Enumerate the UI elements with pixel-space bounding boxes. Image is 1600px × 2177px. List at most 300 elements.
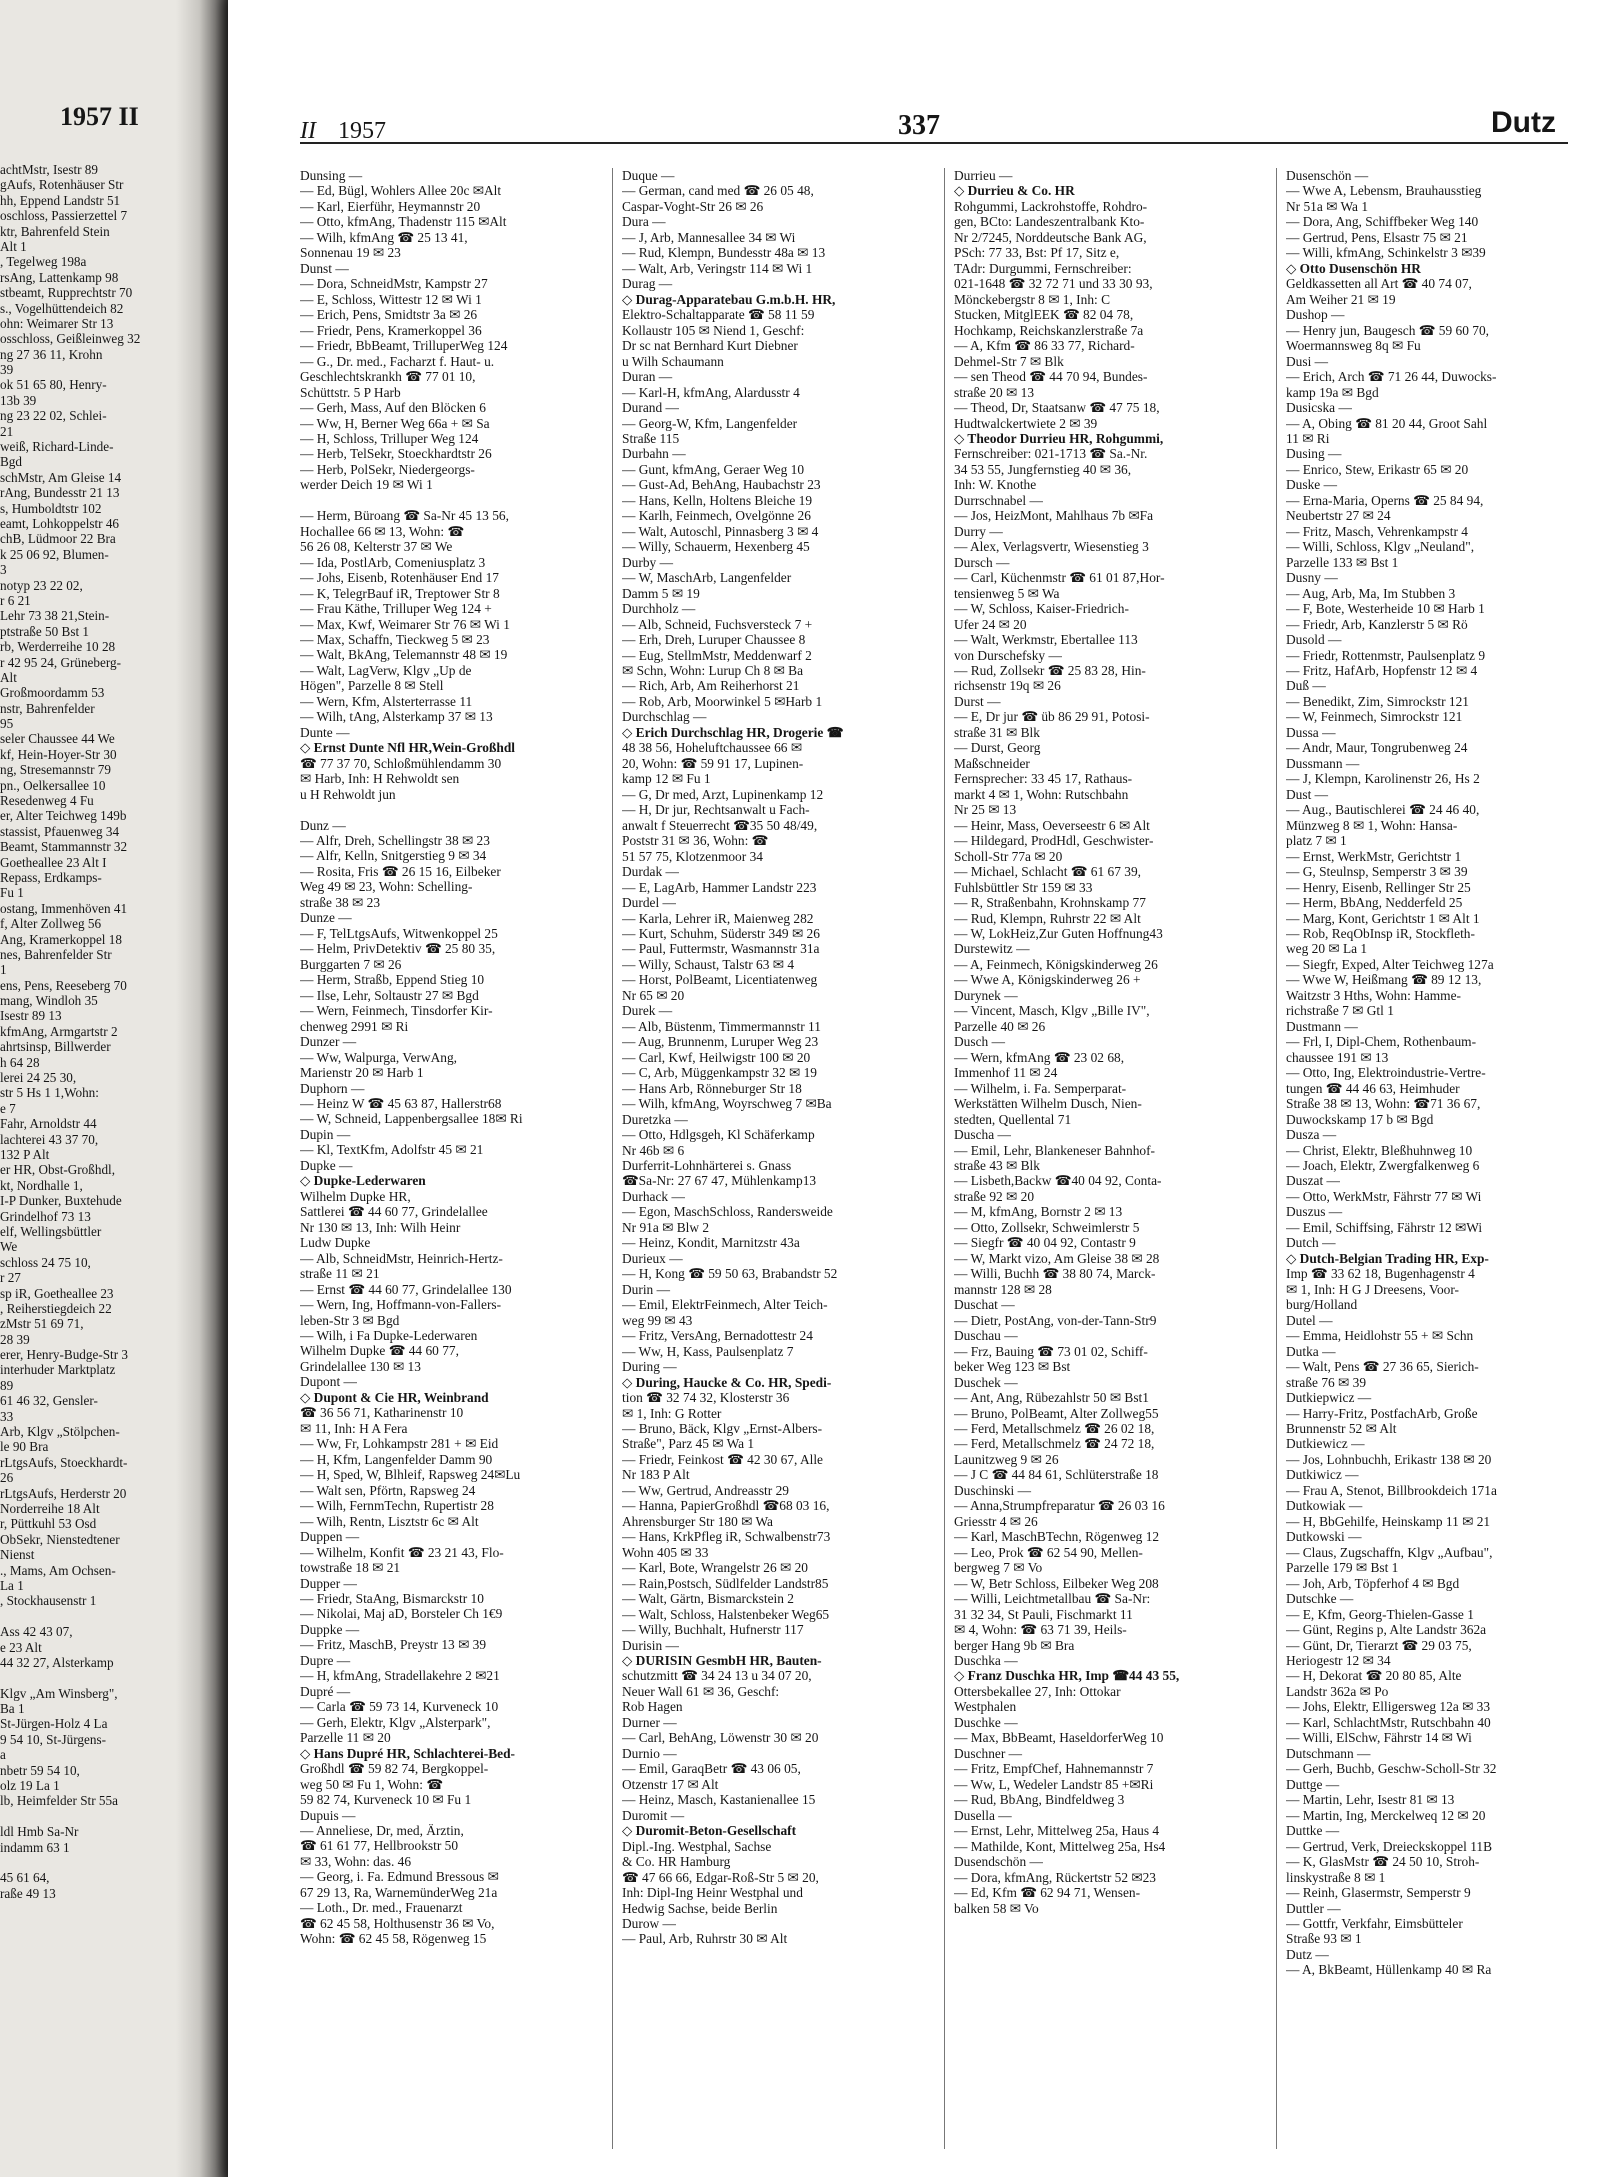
directory-entry-line: — Gerh, Elektr, Klgv „Alsterpark", xyxy=(300,1714,491,1730)
directory-entry-line: k 25 06 92, Blumen- xyxy=(0,546,109,562)
directory-entry-line: — Ww, Fr, Lohkampstr 281 + ✉ Eid xyxy=(300,1436,499,1452)
directory-entry-line: — Karl-H, kfmAng, Alardusstr 4 xyxy=(622,384,800,400)
directory-entry-line: stassist, Pfauenweg 34 xyxy=(0,823,120,839)
directory-entry-line: — K, TelegrBauf iR, Treptower Str 8 xyxy=(300,585,500,601)
directory-entry-line: & Co. HR Hamburg xyxy=(622,1854,731,1870)
directory-entry-line: — Carl, Küchenmstr ☎ 61 01 87,Hor- xyxy=(954,570,1165,586)
directory-entry-line: Dupke — xyxy=(300,1157,353,1173)
directory-entry-line: ◇ Duromit-Beton-Gesellschaft xyxy=(622,1823,797,1839)
directory-entry-line: Duschke — xyxy=(954,1714,1018,1730)
directory-entry-line: — Gertrud, Pens, Elsastr 75 ✉ 21 xyxy=(1286,229,1468,245)
directory-entry-line: Duque — xyxy=(622,168,675,183)
directory-entry-line: weg 99 ✉ 43 xyxy=(622,1312,693,1328)
directory-entry-line: Stucken, MitglEEK ☎ 82 04 78, xyxy=(954,307,1134,323)
directory-entry-line: Dusi — xyxy=(1286,353,1329,369)
directory-column-2 xyxy=(622,168,945,2149)
directory-entry-line: Dutkiwicz — xyxy=(1286,1467,1359,1483)
directory-entry-line: ◇ Dupont & Cie HR, Weinbrand xyxy=(300,1389,489,1405)
directory-entry-line: Fernsprecher: 33 45 17, Rathaus- xyxy=(954,771,1133,787)
directory-entry-line: — Rud, Klempn, Ruhrstr 22 ✉ Alt xyxy=(954,910,1141,926)
directory-entry-line: Duschau — xyxy=(954,1328,1018,1344)
directory-entry-line: — Friedr, Arb, Kanzlerstr 5 ✉ Rö xyxy=(1286,616,1468,632)
directory-entry-line: — Aug, Brunnenm, Luruper Weg 23 xyxy=(622,1034,819,1050)
directory-entry-line: ok 51 65 80, Henry- xyxy=(0,377,107,393)
directory-entry-line: Dupré — xyxy=(300,1683,351,1699)
directory-column-3 xyxy=(954,168,1277,2149)
directory-entry-line: — Frau A, Stenot, Billbrookdeich 171a xyxy=(1286,1482,1497,1498)
directory-entry-line: ☎ 61 61 77, Hellbrookstr 50 xyxy=(300,1838,459,1854)
directory-page xyxy=(228,0,1600,2177)
directory-entry-line: Dupin — xyxy=(300,1126,351,1142)
directory-entry-line: Ahrensburger Str 180 ✉ Wa xyxy=(622,1513,773,1529)
directory-entry-line: markt 4 ✉ 1, Wohn: Rutschbahn xyxy=(954,786,1129,802)
directory-entry-line: — Paul, Arb, Ruhrstr 30 ✉ Alt xyxy=(622,1931,788,1947)
directory-entry-line: — Joh, Arb, Töpferhof 4 ✉ Bgd xyxy=(1286,1575,1460,1591)
directory-entry-line: — Ferd, Metallschmelz ☎ 24 72 18, xyxy=(954,1436,1155,1452)
directory-entry-line: lerei 24 25 30, xyxy=(0,1070,77,1086)
directory-entry-line: Duwockskamp 17 b ✉ Bgd xyxy=(1286,1111,1434,1127)
directory-entry-line: Dutkowiak — xyxy=(1286,1498,1363,1514)
directory-entry-line: — Enrico, Stew, Erikastr 65 ✉ 20 xyxy=(1286,461,1469,477)
directory-entry-line: — Willi, kfmAng, Schinkelstr 3 ✉39 xyxy=(1286,245,1486,261)
directory-entry-line: Dussmann — xyxy=(1286,755,1360,771)
directory-entry-line: — H, Sped, W, Blhleif, Rapsweg 24✉Lu xyxy=(300,1467,521,1483)
directory-entry-line: Duppke — xyxy=(300,1621,360,1637)
directory-entry-line: — G, Dr med, Arzt, Lupinenkamp 12 xyxy=(622,786,824,802)
directory-entry-line: ☎ 36 56 71, Katharinenstr 10 xyxy=(300,1405,464,1421)
directory-entry-line: Inh: Dipl-Ing Heinr Westphal und xyxy=(622,1885,803,1901)
directory-entry-line: Dipl.-Ing. Westphal, Sachse xyxy=(622,1838,772,1854)
directory-entry-line: I-P Dunker, Buxtehude xyxy=(0,1193,122,1209)
directory-entry-line: Fernschreiber: 021-1713 ☎ Sa.-Nr. xyxy=(954,446,1148,462)
directory-entry-line: — Rud, Zollsekr ☎ 25 83 28, Hin- xyxy=(954,663,1146,678)
directory-entry-line: — Georg, i. Fa. Edmund Bressous ✉ xyxy=(300,1869,499,1885)
directory-entry-line: ◇ Erich Durchschlag HR, Drogerie ☎ xyxy=(622,724,844,740)
directory-entry-line: — Otto, Zollsekr, Schweimlerstr 5 xyxy=(954,1219,1140,1235)
directory-entry-line: er HR, Obst-Großhdl, xyxy=(0,1162,116,1178)
directory-entry-line: — Walt, Gärtn, Bismarckstein 2 xyxy=(622,1591,794,1607)
directory-entry-line: mang, Windloh 35 xyxy=(0,993,98,1009)
directory-entry-line: Straße 115 xyxy=(622,430,680,446)
directory-entry-line: 26 xyxy=(0,1470,14,1486)
directory-entry-line: lb, Heimfelder Str 55a xyxy=(0,1793,118,1809)
directory-entry-line: Parzelle 11 ✉ 20 xyxy=(300,1730,391,1746)
directory-entry-line: Dussa — xyxy=(1286,724,1336,740)
directory-entry-line: Duschek — xyxy=(954,1374,1018,1390)
directory-entry-line: u H Rehwoldt jun xyxy=(300,786,396,802)
directory-entry-line: Brunnenstr 52 ✉ Alt xyxy=(1286,1420,1397,1436)
directory-entry-line: ◇ Theodor Durrieu HR, Rohgummi, xyxy=(954,430,1164,446)
directory-entry-line: — Johs, Eisenb, Rotenhäuser End 17 xyxy=(300,570,499,586)
directory-entry-line: ObSekr, Nienstedtener xyxy=(0,1531,120,1547)
directory-entry-line: Alt 1 xyxy=(0,238,27,254)
directory-entry-line: Dutel — xyxy=(1286,1312,1333,1328)
directory-entry-line: Dusing — xyxy=(1286,446,1342,462)
directory-entry-line: — Bruno, PolBeamt, Alter Zollweg55 xyxy=(954,1405,1159,1421)
directory-entry-line: Alt xyxy=(0,669,17,685)
directory-entry-line: Woermannsweg 8q ✉ Fu xyxy=(1286,338,1421,354)
directory-entry-line: — Wern, kfmAng ☎ 23 02 68, xyxy=(954,1049,1125,1065)
directory-entry-line: Dura — xyxy=(622,214,666,230)
directory-entry-line: Straße 38 ✉ 13, Wohn: ☎71 36 67, xyxy=(1286,1096,1481,1112)
directory-entry-line: — Max, Kwf, Weimarer Str 76 ✉ Wi 1 xyxy=(300,616,510,632)
directory-entry-line: — G., Dr. med., Facharzt f. Haut- u. xyxy=(300,353,495,369)
directory-entry-line: Hudtwalckertwiete 2 ✉ 39 xyxy=(954,415,1098,431)
directory-entry-line: Neubertstr 27 ✉ 24 xyxy=(1286,508,1391,524)
directory-entry-line: Durhack — xyxy=(622,1188,685,1204)
directory-entry-line: straße 76 ✉ 39 xyxy=(1286,1374,1367,1390)
directory-entry-line: Duschka — xyxy=(954,1653,1018,1668)
directory-entry-line: — Wwe W, Heißmang ☎ 89 12 13, xyxy=(1286,972,1482,988)
directory-entry-line: Goetheallee 23 Alt I xyxy=(0,854,107,870)
directory-entry-line: beker Weg 123 ✉ Bst xyxy=(954,1359,1071,1375)
directory-entry-line: — Rosita, Fris ☎ 26 15 16, Eilbeker xyxy=(300,863,501,879)
directory-entry-line: Dunz — xyxy=(300,817,346,833)
directory-entry-line: ◇ Durrieu & Co. HR xyxy=(954,183,1075,199)
directory-entry-line: Straße 93 ✉ 1 xyxy=(1286,1931,1362,1947)
directory-entry-line: 9 54 10, St-Jürgens- xyxy=(0,1731,106,1747)
directory-entry-line: — Leo, Prok ☎ 62 54 90, Mellen- xyxy=(954,1544,1143,1560)
directory-entry-line: nbetr 59 54 10, xyxy=(0,1762,80,1778)
directory-entry-line: ☎Sa-Nr: 27 67 47, Mühlenkamp13 xyxy=(622,1173,817,1189)
directory-entry-line: Durby — xyxy=(622,554,673,570)
directory-entry-line: — E, Kfm, Georg-Thielen-Gasse 1 xyxy=(1286,1606,1474,1622)
directory-entry-line: — Theod, Dr, Staatsanw ☎ 47 75 18, xyxy=(954,400,1160,416)
directory-entry-line: rb, Werderreihe 10 28 xyxy=(0,639,116,655)
directory-entry-line: Weg 49 ✉ 23, Wohn: Schelling- xyxy=(300,879,473,895)
directory-entry-line: — H, kfmAng, Stradellakehre 2 ✉21 xyxy=(300,1668,500,1684)
directory-entry-line: — Willi, Leichtmetallbau ☎ Sa-Nr: xyxy=(954,1591,1151,1607)
directory-entry-line: We xyxy=(0,1239,18,1255)
directory-entry-line xyxy=(0,1670,178,1685)
directory-entry-line: mannstr 128 ✉ 28 xyxy=(954,1281,1052,1297)
directory-entry-line: — Bruno, Bäck, Klgv „Ernst-Albers- xyxy=(622,1420,823,1436)
directory-entry-line: — Nikolai, Maj aD, Borsteler Ch 1€9 xyxy=(300,1606,503,1622)
directory-entry-line: weiß, Richard-Linde- xyxy=(0,439,114,455)
directory-entry-line: oschloss, Passierzettel 7 xyxy=(0,208,128,224)
directory-entry-line: Durand — xyxy=(622,400,679,416)
directory-entry-line: Dusza — xyxy=(1286,1127,1337,1143)
directory-entry-line: — Willy, Schauerm, Hexenberg 45 xyxy=(622,539,810,555)
directory-entry-line: — Erh, Dreh, Luruper Chaussee 8 xyxy=(622,632,806,648)
directory-entry-line: — Joach, Elektr, Zwergfalkenweg 6 xyxy=(1286,1158,1480,1173)
directory-entry-line: — Wilh, tAng, Alsterkamp 37 ✉ 13 xyxy=(300,709,493,725)
directory-entry-line: Bgd xyxy=(0,454,22,470)
directory-column-1 xyxy=(300,168,613,2149)
directory-entry-line: 34 53 55, Jungfernstieg 40 ✉ 36, xyxy=(954,461,1132,477)
directory-entry-line: — Friedr, StaAng, Bismarckstr 10 xyxy=(300,1590,484,1606)
directory-entry-line: — J, Klempn, Karolinenstr 26, Hs 2 xyxy=(1286,771,1480,787)
directory-entry-line: Wilhelm Dupke ☎ 44 60 77, xyxy=(300,1343,459,1359)
directory-entry-line: — German, cand med ☎ 26 05 48, xyxy=(622,183,814,199)
directory-entry-line: — Heinz, Masch, Kastanienallee 15 xyxy=(622,1792,816,1808)
directory-entry-line: — Dora, Ang, Schiffbeker Weg 140 xyxy=(1286,214,1479,230)
directory-entry-line: Nr 183 P Alt xyxy=(622,1467,690,1483)
directory-entry-line: — A, Obing ☎ 81 20 44, Groot Sahl xyxy=(1286,415,1488,431)
directory-entry-line: 31 32 34, St Pauli, Fischmarkt 11 xyxy=(954,1606,1133,1622)
directory-entry-line: — Herb, PolSekr, Niedergeorgs- xyxy=(300,461,475,477)
directory-entry-line: werder Deich 19 ✉ Wi 1 xyxy=(300,477,433,493)
directory-entry-line: — Martin, Lehr, Isestr 81 ✉ 13 xyxy=(1286,1792,1455,1808)
directory-entry-line: — Fritz, MaschB, Preystr 13 ✉ 39 xyxy=(300,1637,487,1653)
directory-entry-line: — Alb, Büstenm, Timmermannstr 11 xyxy=(622,1018,821,1034)
directory-entry-line: — Hildegard, ProdHdl, Geschwister- xyxy=(954,833,1154,849)
directory-entry-line: Poststr 31 ✉ 36, Wohn: ☎ xyxy=(622,833,769,849)
directory-entry-line: zMstr 51 69 71, xyxy=(0,1316,84,1332)
directory-entry-line: Dutch — xyxy=(1286,1235,1336,1251)
directory-entry-line: 20, Wohn: ☎ 59 91 17, Lupinen- xyxy=(622,755,804,771)
directory-entry-line: — Alex, Verlagsvertr, Wiesenstieg 3 xyxy=(954,539,1149,555)
directory-entry-line: platz 7 ✉ 1 xyxy=(1286,833,1347,849)
directory-entry-line: — Heinr, Mass, Oeverseestr 6 ✉ Alt xyxy=(954,817,1150,833)
directory-entry-line: 021-1648 ☎ 32 72 71 und 33 30 93, xyxy=(954,276,1153,292)
directory-entry-line: Dunsing — xyxy=(300,168,363,183)
directory-entry-line: — Erich, Arch ☎ 71 26 44, Duwocks- xyxy=(1286,369,1497,385)
directory-entry-line: berger Hang 9b ✉ Bra xyxy=(954,1637,1075,1653)
directory-entry-line xyxy=(0,1809,178,1824)
directory-entry-line: Wilhelm Dupke HR, xyxy=(300,1188,411,1204)
directory-entry-line: — Fritz, EmpfChef, Hahnemannstr 7 xyxy=(954,1761,1154,1777)
directory-entry-line: — H, Schloss, Trilluper Weg 124 xyxy=(300,430,479,446)
directory-entry-line: gen, BCto: Landeszentralbank Kto- xyxy=(954,214,1145,230)
directory-entry-line: ◇ Franz Duschka HR, Imp ☎44 43 55, xyxy=(954,1668,1180,1684)
directory-entry-line: tungen ☎ 44 46 63, Heimhuder xyxy=(1286,1080,1460,1096)
directory-entry-line: ahrtsinsp, Billwerder xyxy=(0,1039,111,1055)
directory-entry-line: Ufer 24 ✉ 20 xyxy=(954,616,1027,632)
directory-entry-line: — Karl, SchlachtMstr, Rutschbahn 40 xyxy=(1286,1714,1491,1730)
directory-entry-line: — H, Dekorat ☎ 20 80 85, Alte xyxy=(1286,1668,1462,1684)
directory-entry-line: — Hanna, PapierGroßhdl ☎68 03 16, xyxy=(622,1498,830,1514)
directory-entry-line: — Egon, MaschSchloss, Randersweide xyxy=(622,1204,833,1220)
directory-entry-line: — Rich, Arb, Am Reiherhorst 21 xyxy=(622,678,800,694)
directory-entry-line: — Ferd, Metallschmelz ☎ 26 02 18, xyxy=(954,1420,1155,1436)
directory-entry-line xyxy=(300,493,612,508)
directory-entry-line: Durag — xyxy=(622,276,673,292)
directory-entry-line: tensienweg 5 ✉ Wa xyxy=(954,585,1060,601)
directory-entry-line: — Marg, Kont, Gerichtstr 1 ✉ Alt 1 xyxy=(1286,910,1480,926)
directory-entry-line: — Hans, Kelln, Holtens Bleiche 19 xyxy=(622,492,813,508)
directory-entry-line: — Gust-Ad, BehAng, Haubachstr 23 xyxy=(622,477,821,493)
directory-entry-line: TAdr: Durgummi, Fernschreiber: xyxy=(954,260,1132,276)
directory-entry-line: — Willy, Schaust, Talstr 63 ✉ 4 xyxy=(622,956,795,972)
directory-entry-line: Imp ☎ 33 62 18, Bugenhagenstr 4 xyxy=(1286,1266,1475,1282)
directory-entry-line: pn., Oelkersallee 10 xyxy=(0,777,106,793)
directory-entry-line: straße 43 ✉ Blk xyxy=(954,1158,1040,1173)
directory-entry-line: — Benedikt, Zim, Simrockstr 121 xyxy=(1286,693,1469,709)
directory-entry-line: Ang, Kramerkoppel 18 xyxy=(0,931,122,947)
directory-entry-line: sp iR, Goetheallee 23 xyxy=(0,1285,114,1301)
directory-entry-line: — Ant, Ang, Rübezahlstr 50 ✉ Bst1 xyxy=(954,1390,1149,1406)
directory-entry-line: — Mathilde, Kont, Mittelweg 25a, Hs4 xyxy=(954,1838,1166,1854)
directory-entry-line: Maßschneider xyxy=(954,755,1030,771)
directory-entry-line: Landstr 362a ✉ Po xyxy=(1286,1683,1389,1699)
directory-entry-line: Marienstr 20 ✉ Harb 1 xyxy=(300,1065,424,1081)
directory-entry-line: — Rain,Postsch, Südlfelder Landstr85 xyxy=(622,1575,829,1591)
directory-entry-line: — Willi, Schloss, Klgv „Neuland", xyxy=(1286,539,1475,555)
directory-entry-line: ktr, Bahrenfeld Stein xyxy=(0,223,110,239)
directory-entry-line: — sen Theod ☎ 44 70 94, Bundes- xyxy=(954,369,1148,385)
directory-entry-line: Dushop — xyxy=(1286,307,1345,323)
directory-entry-line: — Anneliese, Dr, med, Ärztin, xyxy=(300,1823,464,1838)
directory-entry-line: chB, Lüdmoor 22 Bra xyxy=(0,531,116,547)
directory-entry-line: towstraße 18 ✉ 21 xyxy=(300,1560,401,1576)
directory-entry-line: Dr sc nat Bernhard Kurt Diebner xyxy=(622,338,798,354)
directory-entry-line: Dutz — xyxy=(1286,1946,1329,1962)
directory-entry-line: 67 29 13, Ra, WarnemünderWeg 21a xyxy=(300,1884,498,1900)
directory-entry-line: — Karl, Eierführ, Heymannstr 20 xyxy=(300,198,481,214)
directory-entry-line: 21 xyxy=(0,423,14,439)
directory-entry-line: Fu 1 xyxy=(0,885,24,901)
directory-entry-line: Heriogestr 12 ✉ 34 xyxy=(1286,1653,1391,1668)
directory-entry-line: s., Vogelhüttendeich 82 xyxy=(0,300,124,316)
directory-entry-line: r 27 xyxy=(0,1270,21,1286)
directory-entry-line xyxy=(0,1855,178,1870)
directory-entry-line: 44 32 27, Alsterkamp xyxy=(0,1654,114,1670)
directory-entry-line: — H, BbGehilfe, Heinskamp 11 ✉ 21 xyxy=(1286,1513,1491,1529)
directory-entry-line: Dunst — xyxy=(300,260,349,276)
directory-entry-line: — Walt, Pens ☎ 27 36 65, Sierich- xyxy=(1286,1359,1479,1375)
directory-entry-line: 56 26 08, Kelterstr 37 ✉ We xyxy=(300,539,453,555)
directory-entry-line: — Henry jun, Baugesch ☎ 59 60 70, xyxy=(1286,322,1490,338)
directory-entry-line: Durrschnabel — xyxy=(954,492,1043,508)
directory-entry-line: le 90 Bra xyxy=(0,1439,49,1455)
directory-entry-line: — Wilh, FernmTechn, Rupertistr 28 xyxy=(300,1498,494,1514)
directory-entry-line: Duske — xyxy=(1286,477,1337,493)
directory-entry-line: er, Alter Teichweg 149b xyxy=(0,808,127,824)
directory-entry-line: 13b 39 xyxy=(0,392,37,408)
directory-entry-line: — Martin, Ing, Merckelweq 12 ✉ 20 xyxy=(1286,1807,1486,1823)
directory-entry-line: — Fritz, VersAng, Bernadottestr 24 xyxy=(622,1328,813,1344)
directory-entry-line: — Wilh, kfmAng, Woyrschweg 7 ✉Ba xyxy=(622,1096,832,1112)
directory-entry-line: Dutkowski — xyxy=(1286,1529,1362,1545)
directory-entry-line: Dunte — xyxy=(300,724,350,740)
directory-entry-line: — Willy, Buchhalt, Hufnerstr 117 xyxy=(622,1622,804,1638)
directory-entry-line: osschloss, Geißleinweg 32 xyxy=(0,331,141,347)
previous-page-column xyxy=(0,162,178,2149)
directory-entry-line: ✉ 1, Inh: H G J Dreesens, Voor- xyxy=(1286,1281,1459,1297)
directory-entry-line: — Jos, HeizMont, Mahlhaus 7b ✉Fa xyxy=(954,508,1154,524)
directory-entry-line: — Günt, Regins p, Alte Landstr 362a xyxy=(1286,1622,1487,1638)
directory-entry-line: — Karla, Lehrer iR, Maienweg 282 xyxy=(622,910,814,926)
directory-entry-line: ◇ Dupke-Lederwaren xyxy=(300,1173,426,1189)
running-headword: Dutz xyxy=(1491,106,1556,139)
directory-entry-line: — Carl, Kwf, Heilwigstr 100 ✉ 20 xyxy=(622,1049,811,1065)
directory-entry-line: straße 92 ✉ 20 xyxy=(954,1188,1035,1204)
directory-entry-line: Otzenstr 17 ✉ Alt xyxy=(622,1776,719,1792)
book-gutter xyxy=(176,0,228,2177)
directory-entry-line: notyp 23 22 02, xyxy=(0,577,83,593)
directory-entry-line: tion ☎ 32 74 32, Klosterstr 36 xyxy=(622,1390,790,1406)
directory-entry-line: — Ernst ☎ 44 60 77, Grindelallee 130 xyxy=(300,1281,512,1297)
directory-entry-line: 28 39 xyxy=(0,1331,30,1347)
directory-entry-line: ☎ 62 45 58, Holthusenstr 36 ✉ Vo, xyxy=(300,1915,495,1931)
directory-entry-line: — Karl, Bote, Wrangelstr 26 ✉ 20 xyxy=(622,1560,808,1576)
directory-entry-line: Fahr, Arnoldstr 44 xyxy=(0,1116,97,1132)
directory-entry-line: — Walt, Schloss, Halstenbeker Weg65 xyxy=(622,1606,830,1622)
directory-entry-line: — Wilh, i Fa Dupke-Lederwaren xyxy=(300,1328,478,1343)
directory-entry-line: — Walt, LagVerw, Klgv „Up de xyxy=(300,662,472,678)
directory-entry-line: — Dora, SchneidMstr, Kampstr 27 xyxy=(300,276,488,292)
directory-entry-line: Duttge — xyxy=(1286,1776,1340,1792)
directory-entry-line: 3 xyxy=(0,562,7,578)
directory-entry-line: , Stockhausenstr 1 xyxy=(0,1593,97,1609)
directory-entry-line xyxy=(0,1609,178,1624)
directory-entry-line: ., Mams, Am Ochsen- xyxy=(0,1562,116,1578)
directory-entry-line: Scholl-Str 77a ✉ 20 xyxy=(954,848,1063,864)
directory-entry-line: — H, Kong ☎ 59 50 63, Brabandstr 52 xyxy=(622,1266,838,1282)
directory-entry-line: ☎ 77 37 70, Schloßmühlendamm 30 xyxy=(300,755,502,771)
directory-entry-line: — Emma, Heidlohstr 55 + ✉ Schn xyxy=(1286,1328,1474,1344)
directory-entry-line: Geschlechtskrankh ☎ 77 01 10, xyxy=(300,369,476,385)
directory-entry-line: — Herm, BbAng, Nedderfeld 25 xyxy=(1286,895,1463,911)
directory-entry-line: — F, Bote, Westerheide 10 ✉ Harb 1 xyxy=(1286,601,1485,617)
directory-entry-line: — Ernst, Lehr, Mittelweg 25a, Haus 4 xyxy=(954,1823,1160,1839)
directory-entry-line: — Siegfr, Exped, Alter Teichweg 127a xyxy=(1286,956,1494,972)
directory-entry-line: Ass 42 43 07, xyxy=(0,1624,73,1640)
directory-entry-line: Durry — xyxy=(954,523,1003,539)
directory-entry-line: Dursch — xyxy=(954,554,1010,570)
directory-entry-line: Dupuis — xyxy=(300,1807,356,1823)
directory-entry-line: — Gottfr, Verkfahr, Eimsbütteler xyxy=(1286,1915,1463,1931)
directory-entry-line: Duttke — xyxy=(1286,1823,1340,1839)
directory-entry-line: Hochallee 66 ✉ 13, Wohn: ☎ xyxy=(300,523,465,539)
directory-entry-line: Durnio — xyxy=(622,1745,677,1761)
directory-entry-line: stedten, Quellental 71 xyxy=(954,1111,1072,1127)
directory-entry-line: — Erna-Maria, Operns ☎ 25 84 94, xyxy=(1286,492,1484,508)
directory-entry-line: Werkstätten Wilhelm Dusch, Nien- xyxy=(954,1096,1142,1112)
directory-entry-line: — Wwe A, Lebensm, Brauhausstieg xyxy=(1286,183,1482,199)
directory-entry-line: — Rob, ReqObInsp iR, Stockfleth- xyxy=(1286,925,1475,941)
directory-entry-line: Durieux — xyxy=(622,1250,683,1266)
directory-entry-line: — Wern, Ing, Hoffmann-von-Fallers- xyxy=(300,1297,502,1313)
directory-entry-line: Dupont — xyxy=(300,1374,357,1390)
directory-entry-line: straße 31 ✉ Blk xyxy=(954,724,1040,740)
directory-entry-line: Duscha — xyxy=(954,1127,1011,1143)
directory-entry-line: Ottersbekallee 27, Inh: Ottokar xyxy=(954,1683,1121,1699)
directory-entry-line: h 64 28 xyxy=(0,1054,40,1070)
directory-entry-line: — Wilh, Rentn, Lisztstr 6c ✉ Alt xyxy=(300,1513,479,1529)
directory-entry-line: Duszat — xyxy=(1286,1173,1340,1189)
directory-entry-line: — Ernst, WerkMstr, Gerichtstr 1 xyxy=(1286,848,1462,864)
directory-entry-line: Dupper — xyxy=(300,1575,357,1591)
directory-entry-line: Sattlerei ☎ 44 60 77, Grindelallee xyxy=(300,1204,488,1220)
directory-entry-line: r, Püttkuhl 53 Osd xyxy=(0,1516,97,1532)
directory-entry-line: elf, Wellingsbüttler xyxy=(0,1223,102,1239)
directory-entry-line: — R, Straßenbahn, Krohnskamp 77 xyxy=(954,895,1146,911)
directory-entry-line: linskystraße 8 ✉ 1 xyxy=(1286,1869,1386,1885)
directory-entry-line: Lehr 73 38 21,Stein- xyxy=(0,608,110,624)
directory-entry-line: — Rud, Klempn, Bundesstr 48a ✉ 13 xyxy=(622,245,826,261)
directory-entry-line: — Willi, Buchh ☎ 38 80 74, Marck- xyxy=(954,1266,1156,1282)
directory-entry-line: eamt, Lohkoppelstr 46 xyxy=(0,515,120,531)
directory-entry-line: kf, Hein-Hoyer-Str 30 xyxy=(0,746,117,762)
directory-entry-line: Durynek — xyxy=(954,987,1018,1003)
directory-entry-line: — Alb, Schneid, Fuchsversteck 7 + xyxy=(622,616,813,632)
directory-entry-line: — W, MaschArb, Langenfelder xyxy=(622,570,792,586)
directory-entry-line: Isestr 89 13 xyxy=(0,1008,62,1024)
directory-entry-line: — Emil, ElektrFeinmech, Alter Teich- xyxy=(622,1297,828,1313)
directory-entry-line: Dusella — xyxy=(954,1807,1012,1823)
directory-entry-line: — Ilse, Lehr, Soltaustr 27 ✉ Bgd xyxy=(300,987,479,1003)
directory-entry-line: Elektro-Schaltapparate ☎ 58 11 59 xyxy=(622,307,815,323)
directory-entry-line: — E, LagArb, Hammer Landstr 223 xyxy=(622,879,817,895)
directory-entry-line: Dunzer — xyxy=(300,1034,357,1050)
directory-entry-line: 1 xyxy=(0,962,7,978)
directory-entry-line: 11 ✉ Ri xyxy=(1286,430,1330,446)
directory-entry-line: Am Weiher 21 ✉ 19 xyxy=(1286,291,1396,307)
directory-entry-line: ohn: Weimarer Str 13 xyxy=(0,315,114,331)
directory-entry-line: — A, Kfm ☎ 86 33 77, Richard- xyxy=(954,338,1135,354)
